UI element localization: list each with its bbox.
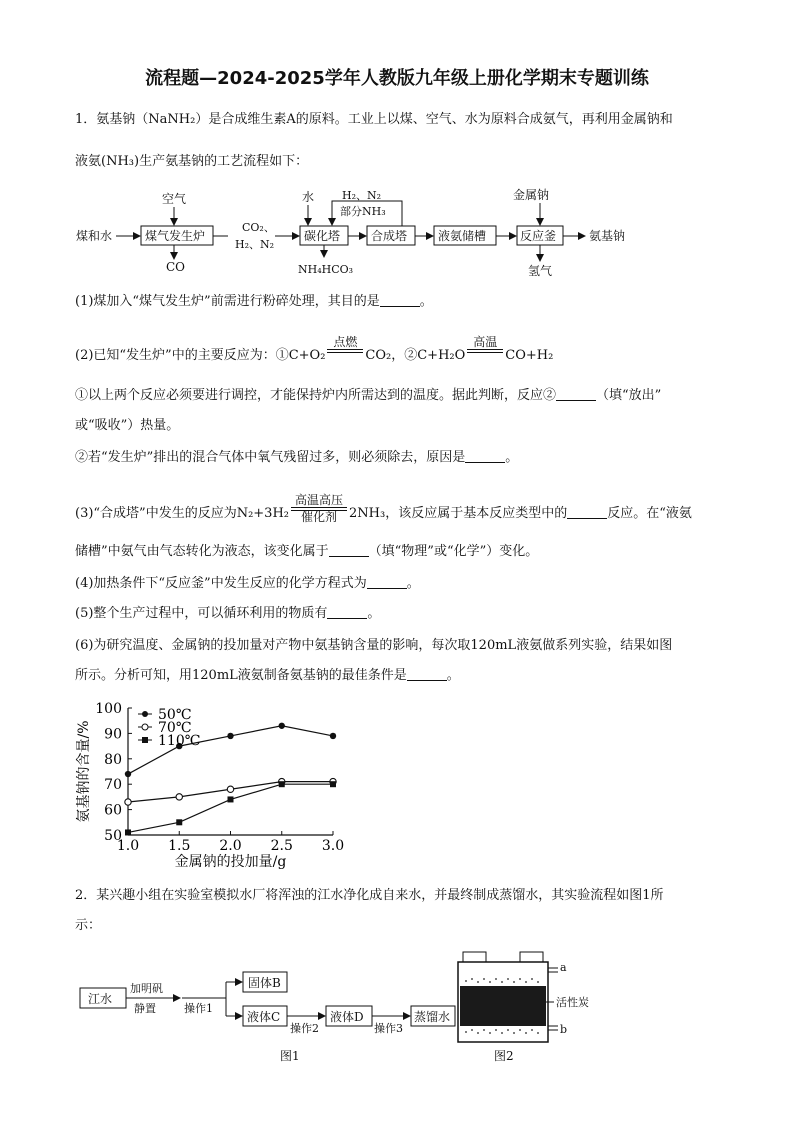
liquid-c-label: 液体C [247, 1010, 281, 1024]
q1-sub3-text: (3)“合成塔”中发生的反应为N₂+3H₂ [75, 506, 290, 521]
q2-line1: 2．某兴趣小组在实验室模拟水厂将浑浊的江水净化成自来水，并最终制成蒸馏水，其实验流程如图1所 [75, 888, 664, 903]
data-point [176, 794, 182, 800]
sodium-amide-content-chart [70, 698, 370, 873]
data-point [125, 829, 131, 835]
legend-label: 50℃ [158, 707, 192, 723]
synthesis-tower-label: 合成塔 [371, 229, 408, 243]
x-tick-label: 2.5 [270, 838, 293, 854]
carbonation-tower-label: 碳化塔 [304, 229, 341, 243]
y-tick-label: 70 [104, 777, 122, 794]
y-tick-label: 60 [104, 802, 122, 819]
data-point [330, 733, 336, 739]
ammonia-tank-label: 液氨储槽 [438, 229, 487, 243]
answer-blank[interactable] [329, 544, 369, 557]
q1-sub3-line2 [75, 542, 725, 562]
add-alum-label: 加明矾 [130, 982, 163, 995]
legend-label: 70℃ [158, 720, 192, 736]
data-point [227, 733, 233, 739]
q1-sub1 [75, 292, 725, 312]
gases-label-1: CO₂、 [242, 221, 275, 234]
q1-sub6-line1: (6)为研究温度、金属钠的投加量对产物中氨基钠含量的影响，每次取120mL液氨做系列实验，结果如图 [75, 638, 673, 653]
answer-blank[interactable] [407, 668, 447, 681]
operation2-label: 操作2 [290, 1022, 319, 1035]
condition-hightemp [467, 336, 503, 366]
flow-input-label: 煤和水 [76, 229, 113, 243]
q1-sub6-end: 。 [446, 668, 460, 683]
data-point [176, 819, 182, 825]
q1-sub5-text: (5)整个生产过程中，可以循环利用的物质有 [75, 606, 328, 621]
legend-marker [142, 737, 148, 743]
operation1-label: 操作1 [184, 1002, 213, 1015]
q1-sub4-end: 。 [406, 576, 420, 591]
legend-marker [142, 711, 148, 717]
answer-blank[interactable] [567, 506, 607, 519]
q1-line1: 1．氨基钠（NaNH₂）是合成维生素A的原料。工业上以煤、空气、水为原料合成氨气，再利用金属钠和 [75, 112, 673, 127]
answer-blank[interactable] [367, 576, 407, 589]
condition-hightemp-label: 高温 [473, 335, 498, 349]
q1-sub6-line2 [75, 666, 725, 686]
q1-sub2 [75, 336, 725, 366]
q1-sub3 [75, 494, 725, 524]
q1-sub6-text: 所示。分析可知，用120mL液氨制备氨基钠的最佳条件是 [75, 668, 407, 683]
q1-sub1-text: (1)煤加入“煤气发生炉”前需进行粉碎处理，其目的是 [75, 294, 380, 309]
data-point [228, 796, 234, 802]
q1-sub2b-end: 。 [505, 450, 519, 465]
gases-label-2: H₂、N₂ [235, 238, 275, 251]
activated-carbon-label: 活性炭 [556, 996, 589, 1009]
y-tick-label: 100 [95, 701, 122, 717]
figure2-caption: 图2 [494, 1049, 514, 1063]
condition-synthesis [291, 494, 347, 524]
x-axis-label: 金属钠的投加量/g [174, 854, 287, 870]
answer-blank[interactable] [380, 294, 420, 307]
water-purifier-figure [458, 952, 589, 1063]
data-point [279, 781, 285, 787]
reaction1-text: (2)已知“发生炉”中的主要反应为：①C+O₂ [75, 348, 326, 363]
data-point [125, 771, 131, 777]
q1-sub2a [75, 386, 725, 406]
q1-sub5 [75, 604, 725, 624]
x-tick-label: 3.0 [321, 838, 345, 854]
recycle-label-1: H₂、N₂ [342, 189, 382, 202]
condition-synthesis-bottom: 催化剂 [301, 510, 338, 524]
legend-marker [142, 724, 148, 730]
inlet-a-label: a [560, 961, 567, 974]
figure1-caption: 图1 [280, 1049, 300, 1063]
q1-sub2b [75, 448, 725, 468]
y-tick-label: 90 [104, 726, 122, 743]
x-tick-label: 1.0 [116, 838, 140, 854]
q2-line2: 示： [75, 918, 102, 933]
condition-synthesis-top: 高温高压 [295, 493, 344, 507]
q1-sub5-end: 。 [367, 606, 381, 621]
q1-sub3-line2-text: 储槽”中氨气由气态转化为液态，该变化属于 [75, 544, 329, 559]
liquid-d-label: 液体D [330, 1010, 364, 1024]
q1-sub1-end: 。 [419, 294, 433, 309]
q1-sub2b-text: ②若“发生炉”排出的混合气体中氧气残留过多，则必须除去，原因是 [75, 450, 466, 465]
water-label: 水 [302, 190, 315, 204]
reaction2-products: CO+H₂ [505, 348, 554, 363]
data-point [125, 799, 131, 805]
solid-b-label: 固体B [248, 976, 281, 990]
x-tick-label: 2.0 [219, 838, 242, 854]
activated-carbon-layer [460, 986, 546, 1026]
y-tick-label: 80 [104, 751, 122, 768]
q1-sub4-text: (4)加热条件下“反应釜”中发生反应的化学方程式为 [75, 576, 367, 591]
legend-label: 110℃ [158, 733, 201, 749]
answer-blank[interactable] [556, 388, 596, 401]
reaction2-text: CO₂，②C+H₂O [365, 348, 466, 363]
q1-line2: 液氨(NH₃)生产氨基钠的工艺流程如下： [75, 154, 309, 169]
purification-flow-diagram [70, 940, 590, 1070]
distilled-water-label: 蒸馏水 [414, 1010, 451, 1024]
q1-sub2a-line2: 或“吸收”）热量。 [75, 418, 180, 433]
answer-blank[interactable] [465, 450, 505, 463]
answer-blank[interactable] [327, 606, 367, 619]
river-water-label: 江水 [88, 992, 113, 1006]
page-title: 流程题—2024-2025学年人教版九年级上册化学期末专题训练 [145, 68, 649, 89]
data-point [279, 723, 285, 729]
recycle-label-2: 部分NH₃ [340, 205, 386, 218]
sodium-label: 金属钠 [513, 188, 550, 202]
q1-sub3-post: 反应。在“液氨 [607, 506, 692, 521]
q1-sub3-mid: 2NH₃，该反应属于基本反应类型中的 [349, 506, 568, 521]
condition-ignite-label: 点燃 [333, 335, 358, 349]
y-axis-label: 氨基钠的含量/% [76, 720, 92, 823]
nh4hco3-label: NH₄HCO₃ [298, 263, 354, 276]
settle-label: 静置 [134, 1002, 156, 1015]
data-point [227, 786, 233, 792]
q1-sub3-line2-end: （填“物理”或“化学”）变化。 [368, 544, 539, 559]
operation3-label: 操作3 [374, 1022, 403, 1035]
flow-air-label: 空气 [162, 192, 187, 206]
outlet-b-label: b [560, 1023, 568, 1036]
q1-sub2a-post: （填“放出” [596, 388, 662, 403]
hydrogen-label: 氢气 [528, 264, 553, 278]
co-label: CO [166, 260, 186, 274]
reactor-label: 反应釜 [520, 229, 557, 243]
condition-ignite [327, 336, 363, 366]
y-tick-label: 50 [104, 828, 122, 844]
product-label: 氨基钠 [589, 229, 626, 243]
furnace-label: 煤气发生炉 [145, 229, 206, 243]
process-flow-diagram [70, 185, 670, 280]
x-tick-label: 1.5 [168, 838, 191, 854]
q1-sub2a-text: ①以上两个反应必须要进行调控，才能保持炉内所需达到的温度。据此判断，反应② [75, 388, 557, 403]
q1-sub4 [75, 574, 725, 594]
data-point [330, 781, 336, 787]
